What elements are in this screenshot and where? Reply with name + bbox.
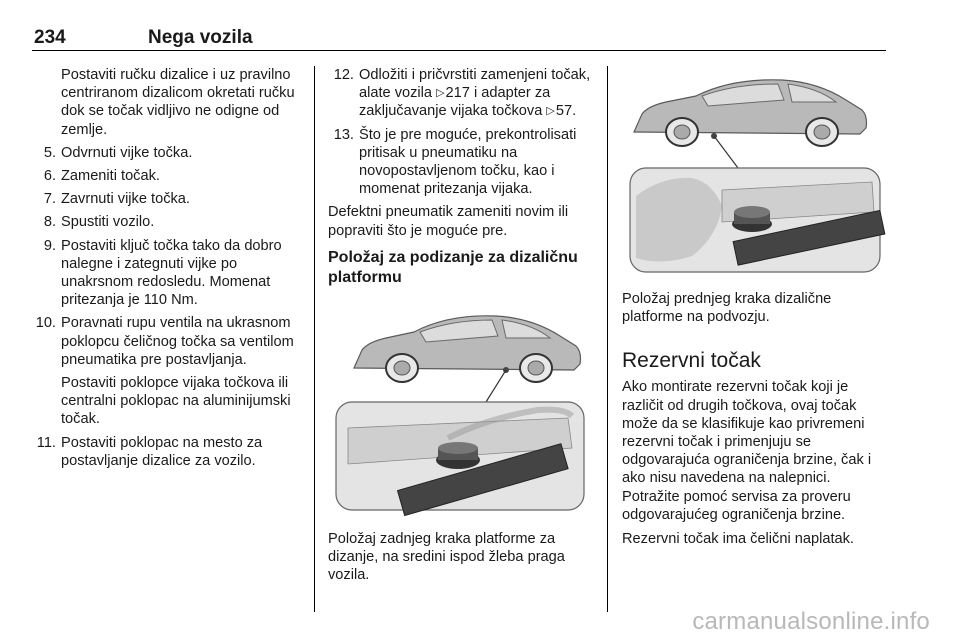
step-text: Postaviti ključ točka tako da dobro nalegne i zategnuti vijke po unakrsnom redosledu. Momenat pritezanja je 110 Nm. (61, 237, 282, 309)
step-text: Odložiti i pričvrstiti zamenjeni točak, alate vozila (359, 67, 591, 102)
step-text: Poravnati rupu ventila na ukrasnom poklopcu čeličnog točka sa ventilom pneumatika pre postavljanja. (61, 315, 294, 368)
step-text: Odvrnuti vijke točka. (61, 144, 193, 161)
step-number: 9. (43, 237, 56, 254)
step-11 (30, 434, 300, 470)
step-12 (328, 66, 596, 121)
chapter-title: Nega vozila (148, 27, 253, 48)
step-text: Spustiti vozilo. (61, 214, 155, 231)
step-text: Postaviti poklopac na mesto za postavljanje dizalice za vozilo. (61, 434, 263, 469)
page-reference[interactable]: 217 (445, 85, 470, 102)
page-reference[interactable]: 57. (555, 103, 577, 120)
step-text: i adapter za zaključavanje vijaka točkova (359, 85, 551, 120)
step-number: 11. (36, 434, 56, 451)
step-number: 6. (43, 168, 56, 185)
step-number: 12. (333, 67, 354, 83)
front-lift-point-illustration (622, 66, 886, 278)
step-text: Zavrnuti vijke točka. (61, 191, 190, 208)
column-divider-2 (607, 66, 608, 612)
column-1 (30, 66, 300, 475)
spare-wheel-paragraph-1: Ako montirate rezervni točak koji je različit od drugih točkova, ovaj točak može da se klasifikuje kao privremeni rezervni točak i primenjuju se odgovarajuća ograničenja brzine, čak i ako nisu navedena na nalepnici. Potražite pomoć servisa za proveru odgovarajućeg ograničenja brzine. (622, 379, 872, 523)
step-number: 13. (333, 126, 354, 143)
step-number: 5. (43, 144, 56, 161)
step-9 (30, 237, 300, 310)
page-reference-icon: ▷ (546, 105, 555, 118)
watermark: carmanualsonline.info (692, 608, 930, 635)
page-reference-icon: ▷ (436, 87, 445, 100)
column-2 (328, 66, 596, 590)
front-lift-caption: Položaj prednjeg kraka dizalične platforme na podvozju. (622, 291, 832, 326)
page-number: 234 (34, 27, 66, 48)
rear-lift-point-illustration (328, 298, 592, 518)
step-10-note: Postaviti poklopce vijaka točkova ili centralni poklopac na aluminijumski točak. (61, 375, 291, 428)
tire-paragraph: Defektni pneumatik zameniti novim ili popraviti što je moguće pre. (328, 204, 569, 239)
step-number: 7. (43, 191, 56, 208)
step-13 (328, 126, 596, 199)
step-text: Zameniti točak. (61, 168, 160, 185)
step-10 (30, 314, 300, 369)
step-number: 10. (35, 315, 56, 332)
section-heading: Položaj za podizanje za dizaličnu platformu (328, 248, 578, 286)
column-divider-1 (314, 66, 315, 612)
spare-wheel-paragraph-2: Rezervni točak ima čelični naplatak. (622, 531, 854, 548)
step-text: Što je pre moguće, prekontrolisati pritisak u pneumatiku na novopostavljenom točku, kao i momenat pritezanja vijaka. (359, 126, 577, 198)
step-7 (30, 190, 300, 208)
step-6 (30, 167, 300, 185)
header-divider (32, 50, 886, 51)
rear-lift-caption: Položaj zadnjeg kraka platforme za dizanje, na sredini ispod žleba praga vozila. (328, 530, 565, 584)
section-heading-spare-wheel: Rezervni točak (622, 349, 761, 373)
step-number: 8. (43, 214, 56, 231)
step-5 (30, 144, 300, 162)
step-8 (30, 213, 300, 231)
intro-paragraph: Postaviti ručku dizalice i uz pravilno centriranom dizalicom okretati ručku dok se točak vidljivo ne odigne od zemlje. (61, 67, 295, 138)
column-3 (622, 66, 888, 554)
